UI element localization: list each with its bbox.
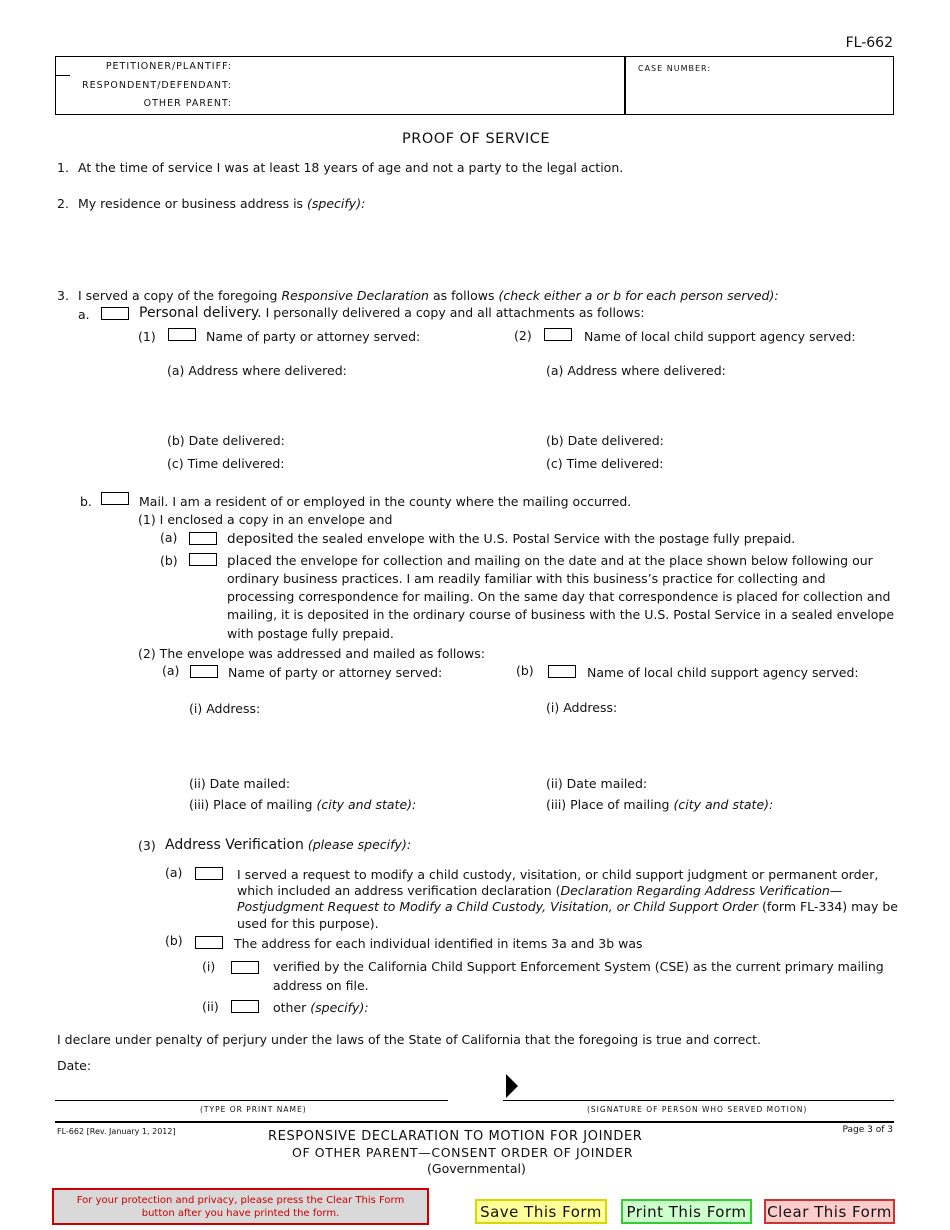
footer-title-3: (Governmental) xyxy=(427,1161,526,1176)
mail-agency-checkbox[interactable] xyxy=(548,665,576,678)
mail-opt-b-label: (b) xyxy=(160,553,178,568)
item3-text-b: as follows xyxy=(432,288,495,303)
signature-caption: (SIGNATURE OF PERSON WHO SERVED MOTION) xyxy=(587,1105,808,1114)
placed-text-4: mailing, it is deposited in the ordinary course of business with the U.S. Postal Service in a sealed envelope xyxy=(227,607,895,622)
form-revision: FL-662 [Rev. January 1, 2012] xyxy=(57,1127,176,1136)
mail-col2-num: (b) xyxy=(516,663,534,678)
item3b-label: b. xyxy=(80,494,92,509)
mail-place-2-b: (city and state): xyxy=(673,797,774,812)
av-a-label: (a) xyxy=(165,865,183,880)
respondent-label: RESPONDENT/DEFENDANT: xyxy=(82,80,232,91)
item1-text: At the time of service I was at least 18 years of age and not a party to the legal action. xyxy=(78,160,624,175)
caption-tick xyxy=(55,75,70,76)
case-number-label: CASE NUMBER: xyxy=(638,64,712,73)
mail-checkbox[interactable] xyxy=(101,492,129,505)
mail-place-1-a: (iii) Place of mailing xyxy=(189,797,313,812)
av-request-checkbox[interactable] xyxy=(195,867,223,880)
privacy-notice-line2: button after you have printed the form. xyxy=(141,1208,340,1219)
item3a-1-num: (1) xyxy=(138,329,156,344)
agency-served-label: Name of local child support agency served: xyxy=(584,329,856,344)
av-a-text2-it: Declaration Regarding Address Verification— xyxy=(560,883,843,898)
mail-sub1: (1) I enclosed a copy in an envelope and xyxy=(138,512,393,527)
mail-sub2: (2) The envelope was addressed and mailed as follows: xyxy=(138,646,486,661)
signature-line xyxy=(503,1100,894,1101)
item3-line xyxy=(78,288,779,303)
pd-date-2: (b) Date delivered: xyxy=(546,433,664,448)
item2-specify: (specify): xyxy=(307,196,366,211)
av-b-ii-label: (ii) xyxy=(202,999,219,1014)
privacy-notice-line1: For your protection and privacy, please press the Clear This Form xyxy=(76,1195,405,1206)
caption-divider xyxy=(624,56,626,115)
item3-doc: Responsive Declaration xyxy=(281,288,429,303)
mail-date-1: (ii) Date mailed: xyxy=(189,776,291,791)
petitioner-label: PETITIONER/PLANTIFF: xyxy=(105,61,232,72)
av-address-checkbox[interactable] xyxy=(195,936,223,949)
other-text: other xyxy=(273,1000,307,1015)
mail-opt-a-label: (a) xyxy=(160,530,178,545)
page-title: PROOF OF SERVICE xyxy=(402,131,551,147)
mail-place-1 xyxy=(189,797,416,812)
mail-place-2-a: (iii) Place of mailing xyxy=(546,797,670,812)
av-a-text1: I served a request to modify a child custody, visitation, or child support judgment or permanent order, xyxy=(237,867,879,882)
mail-agency-label: Name of local child support agency served: xyxy=(587,665,859,680)
av-b-text: The address for each individual identified in items 3a and 3b was xyxy=(234,936,643,951)
placed-word: placed xyxy=(227,553,272,569)
signature-arrow-icon xyxy=(506,1074,518,1098)
av-a-line3 xyxy=(237,899,898,914)
declaration: I declare under penalty of perjury under the laws of the State of California that the foregoing is true and correct. xyxy=(57,1032,762,1047)
av-b-i-label: (i) xyxy=(202,959,216,974)
placed-text-5: with postage fully prepaid. xyxy=(227,626,394,641)
item3-num: 3. xyxy=(57,288,69,303)
pd-time-1: (c) Time delivered: xyxy=(167,456,285,471)
item2-text: My residence or business address is xyxy=(78,196,304,211)
item3-instructions: (check either a or b for each person served): xyxy=(498,288,779,303)
av-a-text3-it: Postjudgment Request to Modify a Child Custody, Visitation, or Child Support Order xyxy=(237,899,758,914)
item3a-2-num: (2) xyxy=(514,328,532,343)
agency-served-checkbox[interactable] xyxy=(544,328,572,341)
personal-delivery-checkbox[interactable] xyxy=(101,307,129,320)
print-form-button[interactable]: Print This Form xyxy=(621,1199,752,1224)
mail-heading: Mail. xyxy=(139,494,169,509)
page-number: Page 3 of 3 xyxy=(842,1125,893,1135)
item2-num: 2. xyxy=(57,196,69,211)
form-number: FL-662 xyxy=(845,35,893,51)
name-caption: (TYPE OR PRINT NAME) xyxy=(200,1105,307,1114)
save-form-button[interactable]: Save This Form xyxy=(475,1199,607,1224)
party-served-checkbox[interactable] xyxy=(168,328,196,341)
item2-line xyxy=(78,196,365,211)
placed-checkbox[interactable] xyxy=(189,553,217,566)
footer-title-2: OF OTHER PARENT—CONSENT ORDER OF JOINDER xyxy=(292,1145,633,1160)
av-a-line2 xyxy=(237,883,842,898)
other-checkbox[interactable] xyxy=(231,1000,259,1013)
placed-text-3: processing correspondence for mailing. On the same day that correspondence is placed for collection and xyxy=(227,589,891,604)
av-b-ii-line xyxy=(273,1000,369,1015)
placed-text-1: the envelope for collection and mailing on the date and at the place shown below following our xyxy=(275,553,873,568)
deposited-checkbox[interactable] xyxy=(189,532,217,545)
mail-party-checkbox[interactable] xyxy=(190,665,218,678)
footer-title-1: RESPONSIVE DECLARATION TO MOTION FOR JOINDER xyxy=(268,1129,643,1144)
item1-num: 1. xyxy=(57,160,69,175)
pd-address-2: (a) Address where delivered: xyxy=(546,363,726,378)
av-a-text2: which included an address verification declaration ( xyxy=(237,883,561,898)
privacy-notice xyxy=(52,1188,429,1225)
mail-opt-a-line xyxy=(227,531,795,547)
mail-address-1: (i) Address: xyxy=(189,701,261,716)
item3b-line xyxy=(139,494,631,509)
mail-address-2: (i) Address: xyxy=(546,700,618,715)
name-line xyxy=(55,1100,448,1101)
av-a-text3: (form FL-334) may be xyxy=(761,899,898,914)
mail-text: I am a resident of or employed in the county where the mailing occurred. xyxy=(172,494,632,509)
av-b-i-text2: address on file. xyxy=(273,978,369,993)
item3a-label: a. xyxy=(78,307,90,322)
av-num: (3) xyxy=(138,838,156,853)
date-label: Date: xyxy=(57,1058,92,1073)
mail-place-2 xyxy=(546,797,773,812)
av-b-i-text1: verified by the California Child Support Enforcement System (CSE) as the current primary mailing xyxy=(273,959,884,974)
mail-col1-num: (a) xyxy=(162,663,180,678)
mail-date-2: (ii) Date mailed: xyxy=(546,776,648,791)
item3-text-a: I served a copy of the foregoing xyxy=(78,288,278,303)
av-a-text4: used for this purpose). xyxy=(237,916,379,931)
mail-party-label: Name of party or attorney served: xyxy=(228,665,443,680)
other-parent-label: OTHER PARENT: xyxy=(143,98,232,109)
clear-form-button[interactable]: Clear This Form xyxy=(764,1199,895,1224)
pd-date-1: (b) Date delivered: xyxy=(167,433,285,448)
deposited-text: the sealed envelope with the U.S. Postal Service with the postage fully prepaid. xyxy=(297,531,796,546)
personal-delivery-text: I personally delivered a copy and all attachments as follows: xyxy=(265,305,645,320)
pd-time-2: (c) Time delivered: xyxy=(546,456,664,471)
mail-opt-b-line1 xyxy=(227,553,873,569)
deposited-word: deposited xyxy=(227,531,294,547)
av-specify: (please specify): xyxy=(307,837,412,852)
party-served-label: Name of party or attorney served: xyxy=(206,329,421,344)
mail-place-1-b: (city and state): xyxy=(316,797,417,812)
item3a-line xyxy=(139,305,645,321)
pd-address-1: (a) Address where delivered: xyxy=(167,363,347,378)
cse-verified-checkbox[interactable] xyxy=(231,961,259,974)
av-b-label: (b) xyxy=(165,933,183,948)
av-line xyxy=(165,837,411,853)
personal-delivery-heading: Personal delivery. xyxy=(139,305,262,321)
other-specify: (specify): xyxy=(310,1000,369,1015)
placed-text-2: ordinary business practices. I am readily familiar with this business’s practice for collecting and xyxy=(227,571,826,586)
av-label: Address Verification xyxy=(165,837,304,853)
footer-rule xyxy=(55,1121,894,1123)
